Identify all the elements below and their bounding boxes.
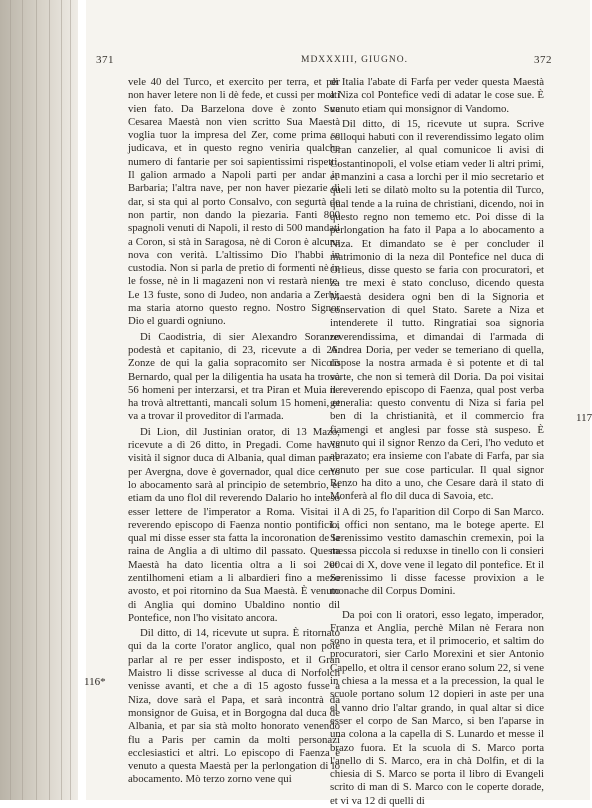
left-paragraph-1: vele 40 del Turco, et exercito per terra, et per non haver letere non li dè fede, et cussi per molti vien fato. Da Barzelona dove è zonto Sua Cesarea Maestà non vien scritto Sua Maestà voglia tuor la impresa del Zer, come prima se judicava, et in questo regno veniria qualche numero di fantarie per soi sapientissimi rispetti. Il galion armado a Napoli parti per andar in Barbaria; l'altra nave, per non haver piezarie di dar, si sta qui al porto Consalvo, con segurtà de non partir, non dando la piezaria. Fanti 800 spagnoli venuti di Napoli, il resto di 500 mandati a Coron, si stà in Saragosa, nè di Coron è alcuna nova con verità. L'altissimo Dio l'habbi in custodia. Non si parla de pretio di formenti nè in le fosse, nè in li magazeni non vi restarà niente. Le 13 fuste, sono di Judeo, non andaria a Zerbi, ma staria atorno questo regno. Nostro Signor Dio el guardi ogniuno. [128,76,341,328]
running-title: MDXXXIII, GIUGNO. [301,55,408,65]
left-text-column [128,76,340,787]
book-page [86,0,590,807]
left-paragraph-2: Di Caodistria, di sier Alexandro Soranzo podestà et capitanio, di 23, ricevute a dì 26. Zonze de qui la galia sopracomito ser Nicolò Bernardo, qual per la diligentia ha usata ha trovà 56 homeni per interzarsi, et tra Piran et Muia ne ha trovà altrettanti, mancali solum 15 homeni, et va a trovar il proveditor di l'armada. [128,330,340,423]
book-page-edge [0,0,78,800]
left-page-number: 371 [96,54,114,66]
left-paragraph-3: Di Lion, dil Justinian orator, di 13 Mazo, ricevute a dì 26 ditto, in Pregadi. Come havia visità il signor duca di Albania, qual diman parte per Avergna, dove è governador, qual dice certo lo abocamento sarà al principio de setembrio, et etiam da uno flol dil reverendo Dalario ho inteso esser lettere de l'imperator a Roma. Visitai il reverendo episcopo di Faenza nontio pontificio, qual mi disse esser sta fatta la incoronation de la raina de Anglia a dì ultimo dil passato. Questa Maestà ha dato licentia oltra a li soi 200 zentilhomeni etiam a li albardieri fino a mezo avosto, et poi ritornino da Sua Maestà. È venuto di Anglia qui domino Ubaldino nontio dil Pontefice, non l'ho visitato ancora. [128,425,340,624]
running-header [96,54,552,70]
left-margin-note: 116* [84,676,106,688]
right-margin-note: 117 [576,412,592,424]
right-paragraph-1: di Italia l'abate di Farfa per veder questa Maestà a Niza col Pontefice vedi di adatar le cose sue. È venuto etiam qui monsignor di Vandomo. [330,76,544,115]
right-paragraph-3: A dì 25, fo l'aparition dil Corpo di San Marco. Li offici non sentano, ma le botege aperte. El Serenissimo vestito damaschin cremexin, poi la messa piccola si reduxse in tinello con li consieri et cai di X, dove vene il legato dil pontefice. Et il Serenissimo li disse facesse provixion a le monache dil Corpus Domini. [330,505,544,598]
right-page-number: 372 [534,54,552,66]
right-paragraph-2: Dil ditto, di 15, ricevute ut supra. Scrive colloqui habuti con il reverendissimo legato olim Gran canzelier, al qual comunicoe li avisi di Costantinopoli, el volse etiam veder li altri primi, et manzini a casa a lorchi per il mio secretario et queli leti se dilatò molto su la potentia dil Turco, qual tende a la ruina de christiani, dicendo, noi in questo regno non tememo etc. Poi disse di la perlongation ha fato il Papa a lo abocamento a Niza. Et dimandato se è per concluder il matrimonio di la neza dil Pontefice nel duca di Orlieus, disse questo se faria con procuratori, et za tre mexi è stato concluso, dicendo questa Maestà desidera ogni ben di la Signoria et conservation di quel Stato. Sarete a Niza et intenderete il tutto. Ringratiai soa signoria reverendissima, et dimandai di l'armada di Andrea Doria, per veder se temeriano di quella, rispose la nostra armada è sì potente et di tal sorte, che non si temerà dil Doria. Da poi visitai il reverendo episcopo di Faenza, qual post verba generalia: questo conventu di Niza si faria pel ben di la christianità, et il commercio fra fiamengi et anglesi par fosse stà suspeso. È venuto qui il signor Renzo da Ceri, l'ho veduto et abrazato; era insieme con l'abate di Farfa, par sia venuto per sue cose particular. Il qual signor Renzo ha dito a uno, che Cesare darà il stato di Monferà al flo dil duca di Savoia, etc. [330,117,544,503]
right-paragraph-4: Da poi con li oratori, esso legato, imperador, Franza et Anglia, perchè Milan nè Ferara non sono in questa tera, et il primocerio, et saltim do procuratori, sier Carlo Morexini et sier Antonio Capello, et oltra il censor erano solum 22, si vene in chiesa a la messa et a la precession, la qual le scuole portano solum 12 dopieri in aste per una el vanno drio l'altar grando, in qual altar si dice esser el corpo de San Marco, si ben l'aparse in una colona a la capella di S. Lunardo et messe il brazo fuora. Et la scuola di S. Marco porta l'anello di S. Marco, era in chà Dolfin, et di la chiesia di S. Marco se porta il libro di Evangeli scrito di man di S. Marco con le coperte dorade, et vi va 12 di quelli di [330,608,544,807]
right-text-column [330,76,544,808]
left-paragraph-4: Dil ditto, di 14, ricevute ut supra. È ritornato qui da la corte l'orator anglico, qual non potè parlar al re per esser indisposto, et il Gran Maistro li disse scrivesse al duca di Norfolch venisse avanti, et che a dì 15 agosto fusse a Niza, dove sarà el Papa, et sarà incontrà da monsignor de Guisa, et in Borgogna dal duca de Albania, et par sia stà molto honorato venendo flu a Paris per camin da molti personazi ecclesiastici et altri. Lo episcopo di Faenza è venuto a questa Maestà per la perlongation di lo abocamento. Mò terzo zorno vene qui [128,627,340,786]
